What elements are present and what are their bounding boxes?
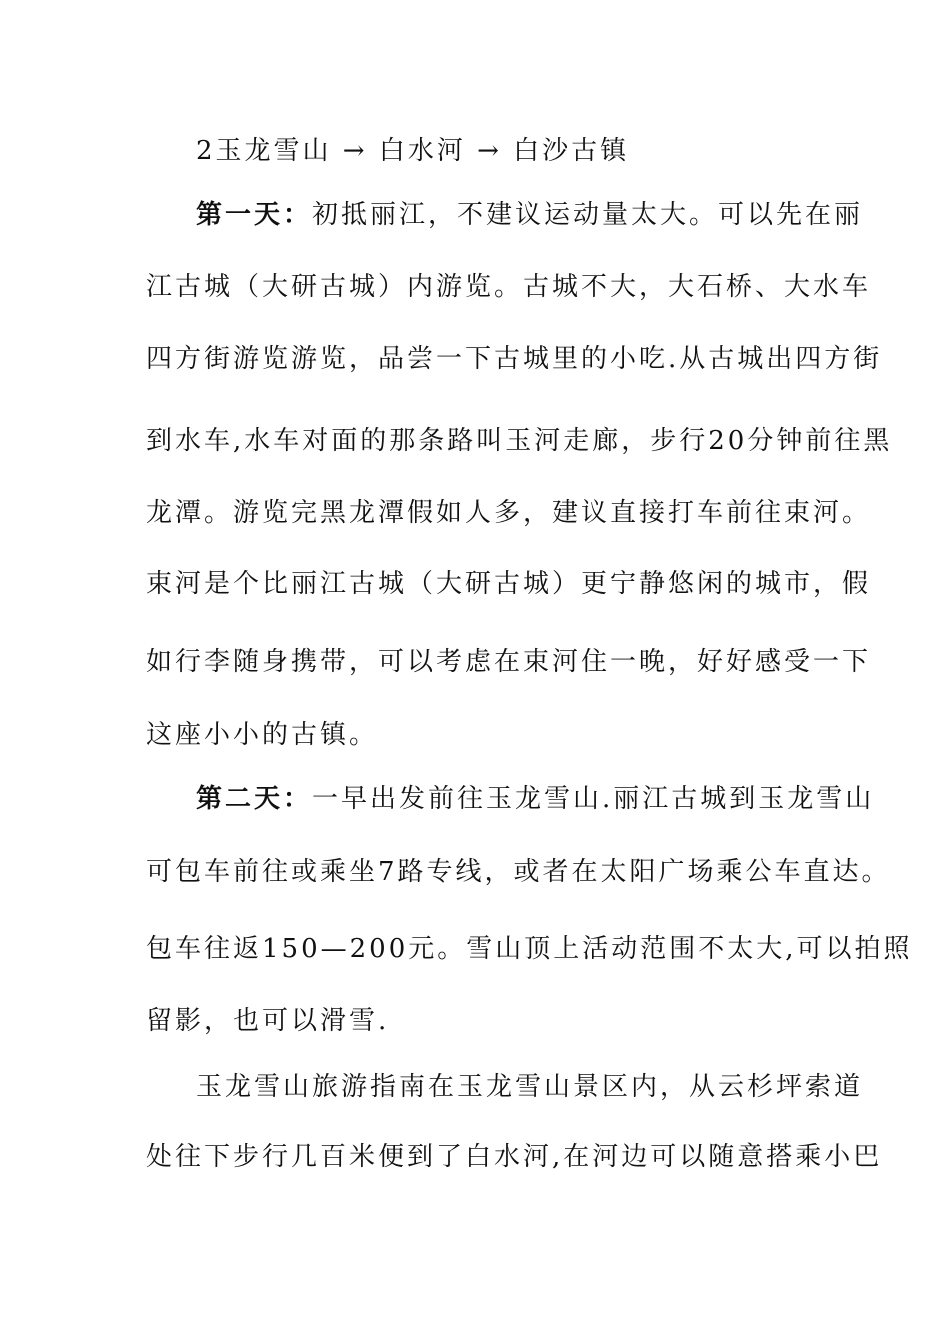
day1-line: 江古城（大研古城）内游览。古城不大，大石桥、大水车 [146, 272, 872, 302]
day1-line: 如行李随身携带，可以考虑在束河住一晚，好好感受一下 [146, 647, 872, 677]
day1-line: 龙潭。游览完黑龙潭假如人多，建议直接打车前往束河。 [146, 498, 872, 528]
day2-line-0: 一早出发前往玉龙雪山.丽江古城到玉龙雪山 [312, 784, 875, 814]
day1-line-0: 初抵丽江，不建议运动量太大。可以先在丽 [312, 200, 864, 230]
day1-line: 四方街游览游览，品尝一下古城里的小吃.从古城出四方街 [146, 344, 883, 374]
day2-line: 留影，也可以滑雪. [146, 1006, 390, 1036]
para3-line: 处往下步行几百米便到了白水河,在河边可以随意搭乘小巴 [146, 1142, 883, 1172]
day1-first-line [0, 198, 950, 232]
day2-label: 第二天： [196, 784, 313, 814]
day2-line: 包车往返150—200元。雪山顶上活动范围不太大,可以拍照 [146, 934, 913, 964]
day1-label: 第一天： [196, 200, 313, 230]
route-heading-text: 2玉龙雪山 → 白水河 → 白沙古镇 [196, 136, 630, 166]
day2-line: 可包车前往或乘坐7路专线，或者在太阳广场乘公车直达。 [146, 857, 891, 887]
day1-line: 束河是个比丽江古城（大研古城）更宁静悠闲的城市，假 [146, 569, 872, 599]
day1-line: 到水车,水车对面的那条路叫玉河走廊，步行20分钟前往黑 [146, 426, 893, 456]
day2-first-line [0, 782, 950, 816]
day1-line: 这座小小的古镇。 [146, 720, 379, 750]
route-heading [0, 134, 950, 168]
para3-line: 玉龙雪山旅游指南在玉龙雪山景区内，从云杉坪索道 [196, 1072, 864, 1102]
